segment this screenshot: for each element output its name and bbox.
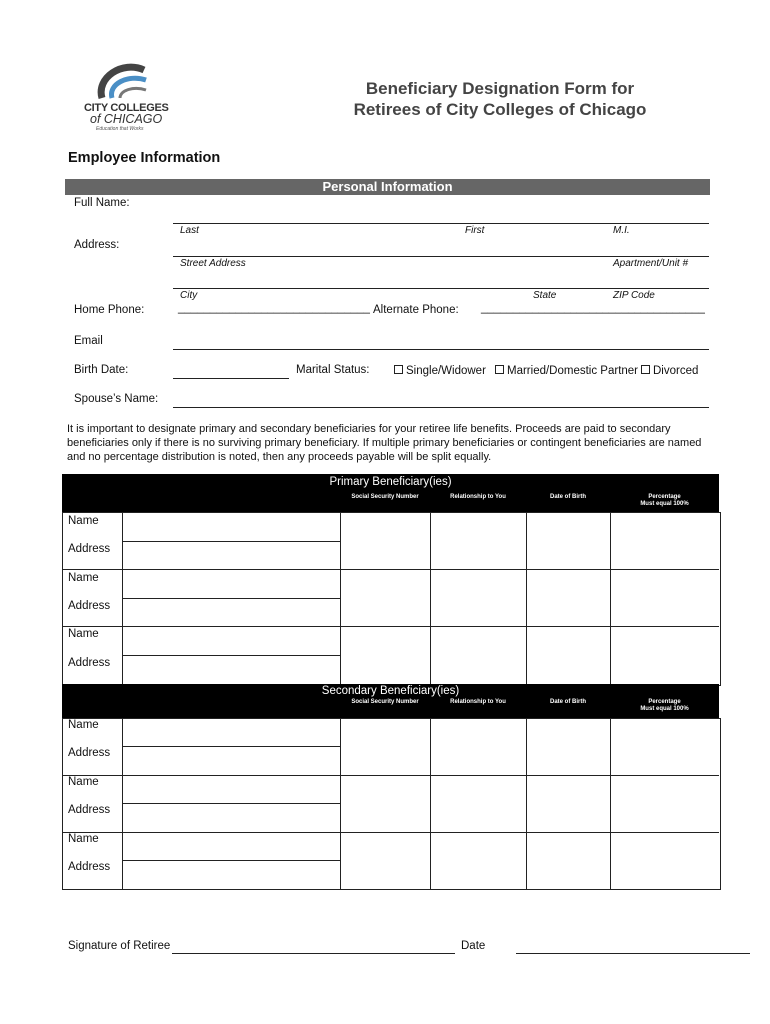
primary-name-3: Name (68, 628, 99, 640)
primary-title: Primary Beneficiary(ies) (329, 476, 452, 488)
single-label: Single/Widower (406, 365, 486, 377)
date-field[interactable] (516, 953, 750, 954)
full-name-field[interactable] (173, 223, 709, 224)
state-label: State (533, 290, 557, 301)
title-line1: Beneficiary Designation Form for (365, 79, 635, 98)
signature-field[interactable] (172, 953, 455, 954)
primary-name-2: Name (68, 572, 99, 584)
instructions-paragraph: It is important to designate primary and secondary beneficiaries for your retiree life benefits. Proceeds are paid to secondary beneficiaries only if there is no surviving primary beneficiary. If multiple primary beneficiaries or contingent beneficiaries are named and no percentage distribution is noted, then any proceeds payable will be split equally. (67, 423, 702, 463)
primary-address-3: Address (68, 657, 111, 669)
birth-date-label: Birth Date: (74, 364, 129, 376)
home-phone-field[interactable]: ______________________________ (178, 302, 370, 314)
street-field[interactable] (173, 256, 709, 257)
secondary-address-1: Address (68, 747, 111, 759)
divorced-label: Divorced (653, 365, 699, 377)
secondary-title: Secondary Beneficiary(ies) (321, 685, 460, 697)
mi-label: M.I. (613, 225, 630, 236)
alt-phone-label: Alternate Phone: (373, 304, 459, 316)
primary-pct-note: Must equal 100% (640, 501, 689, 507)
spouse-name-label: Spouse’s Name: (74, 393, 159, 405)
spouse-name-field[interactable] (173, 407, 709, 408)
apt-label: Apartment/Unit # (613, 258, 689, 269)
married-option[interactable] (495, 365, 638, 377)
email-field[interactable] (173, 349, 709, 350)
form-title (310, 78, 690, 120)
street-label: Street Address (180, 258, 246, 269)
marital-status-label: Marital Status: (296, 364, 370, 376)
divorced-option[interactable] (641, 365, 698, 377)
primary-ssn-col: Social Security Number (351, 494, 419, 500)
secondary-table-header (62, 684, 719, 718)
logo-tagline: Education that Works (96, 126, 144, 132)
secondary-address-2: Address (68, 804, 111, 816)
employee-info-heading: Employee Information (68, 150, 221, 166)
primary-table-header (62, 474, 719, 512)
married-label: Married/Domestic Partner (507, 365, 639, 377)
secondary-name-3: Name (68, 833, 99, 845)
secondary-dob-col: Date of Birth (550, 699, 586, 705)
primary-dob-col: Date of Birth (550, 494, 586, 500)
last-label: Last (180, 225, 199, 236)
primary-name-1: Name (68, 515, 99, 527)
single-checkbox[interactable] (394, 365, 403, 374)
home-phone-label: Home Phone: (74, 304, 145, 316)
secondary-ssn-col: Social Security Number (351, 699, 419, 705)
primary-pct-col: Percentage (648, 494, 681, 500)
secondary-name-1: Name (68, 719, 99, 731)
secondary-pct-note: Must equal 100% (640, 706, 689, 712)
secondary-address-3: Address (68, 861, 111, 873)
divorced-checkbox[interactable] (641, 365, 650, 374)
married-checkbox[interactable] (495, 365, 504, 374)
email-label: Email (74, 335, 103, 347)
single-option[interactable] (394, 365, 486, 377)
signature-label: Signature of Retiree (68, 940, 171, 952)
birth-date-field[interactable] (173, 378, 289, 379)
personal-info-band: Personal Information (65, 179, 710, 195)
primary-address-2: Address (68, 600, 111, 612)
date-label: Date (461, 940, 486, 952)
secondary-rel-col: Relationship to You (450, 699, 506, 705)
secondary-pct-col: Percentage (648, 699, 681, 705)
logo-line2: of CHICAGO (90, 112, 163, 126)
address-label: Address: (74, 239, 120, 251)
primary-rel-col: Relationship to You (450, 494, 506, 500)
city-label: City (180, 290, 198, 301)
logo-line1: CITY COLLEGES (84, 102, 169, 114)
zip-label: ZIP Code (613, 290, 655, 301)
city-field[interactable] (173, 288, 709, 289)
primary-address-1: Address (68, 543, 111, 555)
full-name-label: Full Name: (74, 197, 130, 209)
primary-table (62, 512, 721, 686)
secondary-table (62, 718, 721, 890)
title-line2: Retirees of City Colleges of Chicago (353, 100, 647, 119)
alt-phone-field[interactable]: ___________________________________ (481, 302, 705, 314)
secondary-name-2: Name (68, 776, 99, 788)
first-label: First (465, 225, 485, 236)
